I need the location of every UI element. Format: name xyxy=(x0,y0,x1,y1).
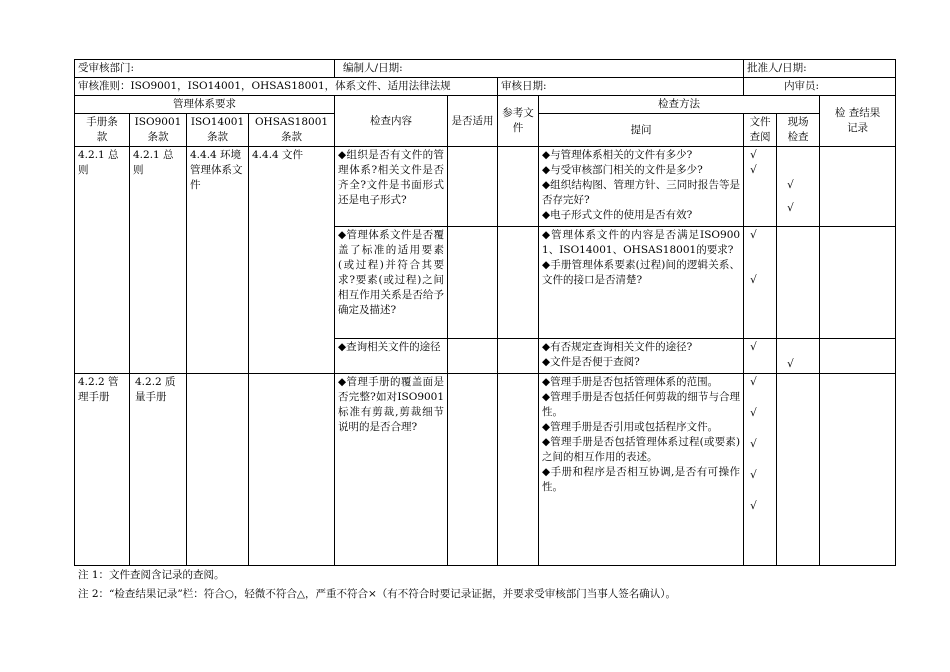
approver-label: 批准人/日期: xyxy=(744,60,896,78)
iso9001-clause: 4.2.2 质量手册 xyxy=(130,374,187,566)
questions-cell xyxy=(539,339,744,374)
check-mark: √ xyxy=(750,341,757,353)
note-1: 注 1：文件查阅含记录的查阅。 xyxy=(78,569,225,581)
check-mark: √ xyxy=(750,164,757,176)
col-iso9001-clause: ISO9001条款 xyxy=(130,114,187,147)
auditor-label: 内审员: xyxy=(744,78,896,96)
iso9001-clause: 4.2.1 总则 xyxy=(130,147,187,374)
check-mark: √ xyxy=(787,202,794,214)
question-item: ◆手册管理体系要素(过程)间的逻辑关系、文件的接口是否清楚? xyxy=(542,259,741,286)
criteria-label: 审核准则：ISO9001，ISO14001，OHSAS18001，体系文件、适用法律法规 xyxy=(75,78,498,96)
site-check-cell xyxy=(777,147,820,227)
col-doc-review: 文件查阅 xyxy=(744,114,777,147)
question-item: ◆组织结构图、管理方针、三同时报告等是否存完好? xyxy=(542,179,741,206)
result-cell xyxy=(820,227,896,339)
doc-review-cell xyxy=(744,374,777,566)
editor-label: 编制人/日期: xyxy=(335,60,744,78)
question-item: ◆手册和程序是否相互协调,是否有可操作性。 xyxy=(542,466,741,493)
question-item: ◆管理手册是否包括管理体系的范围。 xyxy=(542,376,719,388)
result-cell xyxy=(820,147,896,227)
applicable-cell xyxy=(448,339,498,374)
col-question: 提问 xyxy=(539,114,744,147)
doc-review-cell xyxy=(744,227,777,339)
question-item: ◆与受审核部门相关的文件是多少? xyxy=(542,164,703,176)
manual-clause: 4.2.2 管理手册 xyxy=(75,374,130,566)
check-mark: √ xyxy=(750,500,757,512)
col-manual-clause: 手册条款 xyxy=(75,114,130,147)
checklist-sheet xyxy=(74,59,895,566)
manual-clause: 4.2.1 总则 xyxy=(75,147,130,374)
check-mark: √ xyxy=(750,407,757,419)
ohsas-clause: 4.4.4 文件 xyxy=(249,147,335,374)
result-cell xyxy=(820,339,896,374)
questions-cell xyxy=(539,374,744,566)
note-2: 注 2：“检查结果记录”栏：符合○，轻微不符合△，严重不符合×（有不符合时要记录证据，并要求受审核部门当事人签名确认）。 xyxy=(78,588,677,600)
ohsas-clause xyxy=(249,374,335,566)
col-check-content: 检查内容 xyxy=(335,96,448,147)
col-iso14001-clause: ISO14001条款 xyxy=(187,114,249,147)
check-content: ◆查询相关文件的途径 xyxy=(335,339,448,374)
col-applicable: 是否适用 xyxy=(448,96,498,147)
check-mark: √ xyxy=(750,376,757,388)
questions-cell xyxy=(539,227,744,339)
check-mark: √ xyxy=(750,274,757,286)
question-item: ◆管理体系文件的内容是否满足ISO9001、ISO14001、OHSAS18001的要求? xyxy=(542,229,741,256)
audit-date-label: 审核日期: xyxy=(498,78,744,96)
question-item: ◆有否规定查询相关文件的途径? xyxy=(542,341,693,353)
check-content: ◆管理体系文件是否覆盖了标准的适用要素(或过程)并符合其要求?要素(或过程)之间相互作用关系是否给予确定及描述? xyxy=(335,227,448,339)
site-check-cell xyxy=(777,374,820,566)
applicable-cell xyxy=(448,227,498,339)
question-item: ◆管理手册是否包括管理体系过程(或要素)之间的相互作用的表述。 xyxy=(542,436,741,463)
site-check-cell xyxy=(777,227,820,339)
reference-cell xyxy=(498,374,539,566)
col-mgmt-requirements: 管理体系要求 xyxy=(75,96,335,114)
iso14001-clause: 4.4.4 环境管理体系文件 xyxy=(187,147,249,374)
applicable-cell xyxy=(448,374,498,566)
check-mark: √ xyxy=(750,438,757,450)
question-item: ◆管理手册是否包括任何剪裁的细节与合理性。 xyxy=(542,391,741,418)
reference-cell xyxy=(498,147,539,227)
check-mark: √ xyxy=(750,149,757,161)
reference-cell xyxy=(498,339,539,374)
check-content: ◆组织是否有文件的管理体系?相关文件是否齐全?文件是书面形式还是电子形式? xyxy=(335,147,448,227)
check-mark: √ xyxy=(750,469,757,481)
col-site-check: 现场检查 xyxy=(777,114,820,147)
site-check-cell xyxy=(777,339,820,374)
dept-label: 受审核部门: xyxy=(75,60,335,78)
check-mark: √ xyxy=(750,229,757,241)
check-mark: √ xyxy=(787,358,794,370)
doc-review-cell xyxy=(744,147,777,227)
question-item: ◆与管理体系相关的文件有多少? xyxy=(542,149,693,161)
applicable-cell xyxy=(448,147,498,227)
audit-checklist-table xyxy=(74,59,896,566)
result-cell xyxy=(820,374,896,566)
col-check-method: 检查方法 xyxy=(539,96,820,114)
footnotes xyxy=(78,566,676,604)
check-mark: √ xyxy=(787,179,794,191)
col-result-record: 检 查结果记录 xyxy=(820,96,896,147)
question-item: ◆文件是否便于查阅? xyxy=(542,356,640,368)
question-item: ◆管理手册是否引用或包括程序文件。 xyxy=(542,421,719,433)
col-ohsas-clause: OHSAS18001条款 xyxy=(249,114,335,147)
doc-review-cell xyxy=(744,339,777,374)
question-item: ◆电子形式文件的使用是否有效? xyxy=(542,209,693,221)
check-content: ◆管理手册的覆盖面是否完整?如对ISO9001标准有剪裁,剪裁细节说明的是否合理? xyxy=(335,374,448,566)
col-reference-doc: 参考文件 xyxy=(498,96,539,147)
reference-cell xyxy=(498,227,539,339)
questions-cell xyxy=(539,147,744,227)
iso14001-clause xyxy=(187,374,249,566)
